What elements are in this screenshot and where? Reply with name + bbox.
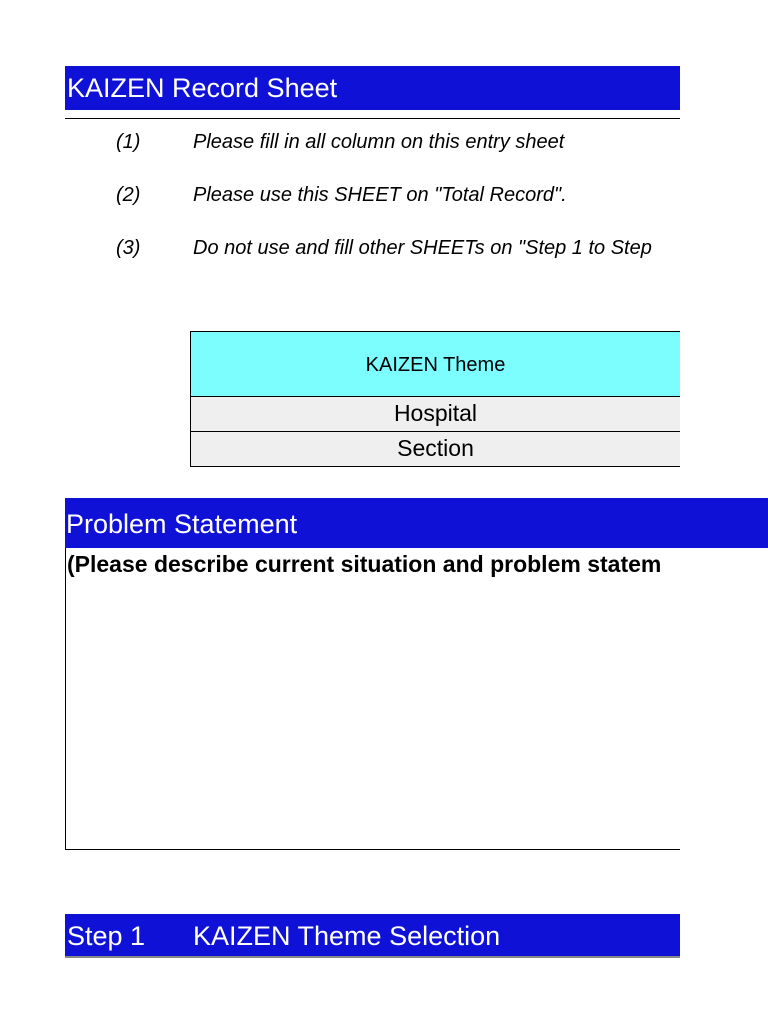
problem-statement-title: Problem Statement [66, 509, 298, 539]
instruction-number: (2) [116, 184, 141, 206]
step1-underline [65, 956, 680, 958]
instruction-number: (3) [116, 237, 141, 259]
sheet-title-bar [65, 66, 680, 110]
instruction-text: Do not use and fill other SHEETs on "Step 1 to Step [193, 237, 652, 259]
kaizen-theme-header[interactable]: KAIZEN Theme [190, 331, 680, 397]
problem-statement-box[interactable] [65, 498, 680, 850]
step1-title: KAIZEN Theme Selection [193, 921, 501, 951]
section-row[interactable]: Section [190, 432, 680, 467]
step1-bar [65, 914, 680, 958]
instruction-text: Please use this SHEET on "Total Record". [193, 184, 567, 206]
problem-statement-bar [65, 498, 768, 548]
sheet-title: KAIZEN Record Sheet [67, 73, 338, 103]
hospital-row[interactable]: Hospital [190, 397, 680, 432]
title-underline [65, 118, 680, 119]
problem-statement-instruction: (Please describe current situation and problem statem [67, 551, 662, 577]
step1-label: Step 1 [67, 921, 146, 951]
instruction-number: (1) [116, 131, 141, 153]
instruction-text: Please fill in all column on this entry sheet [193, 131, 565, 153]
